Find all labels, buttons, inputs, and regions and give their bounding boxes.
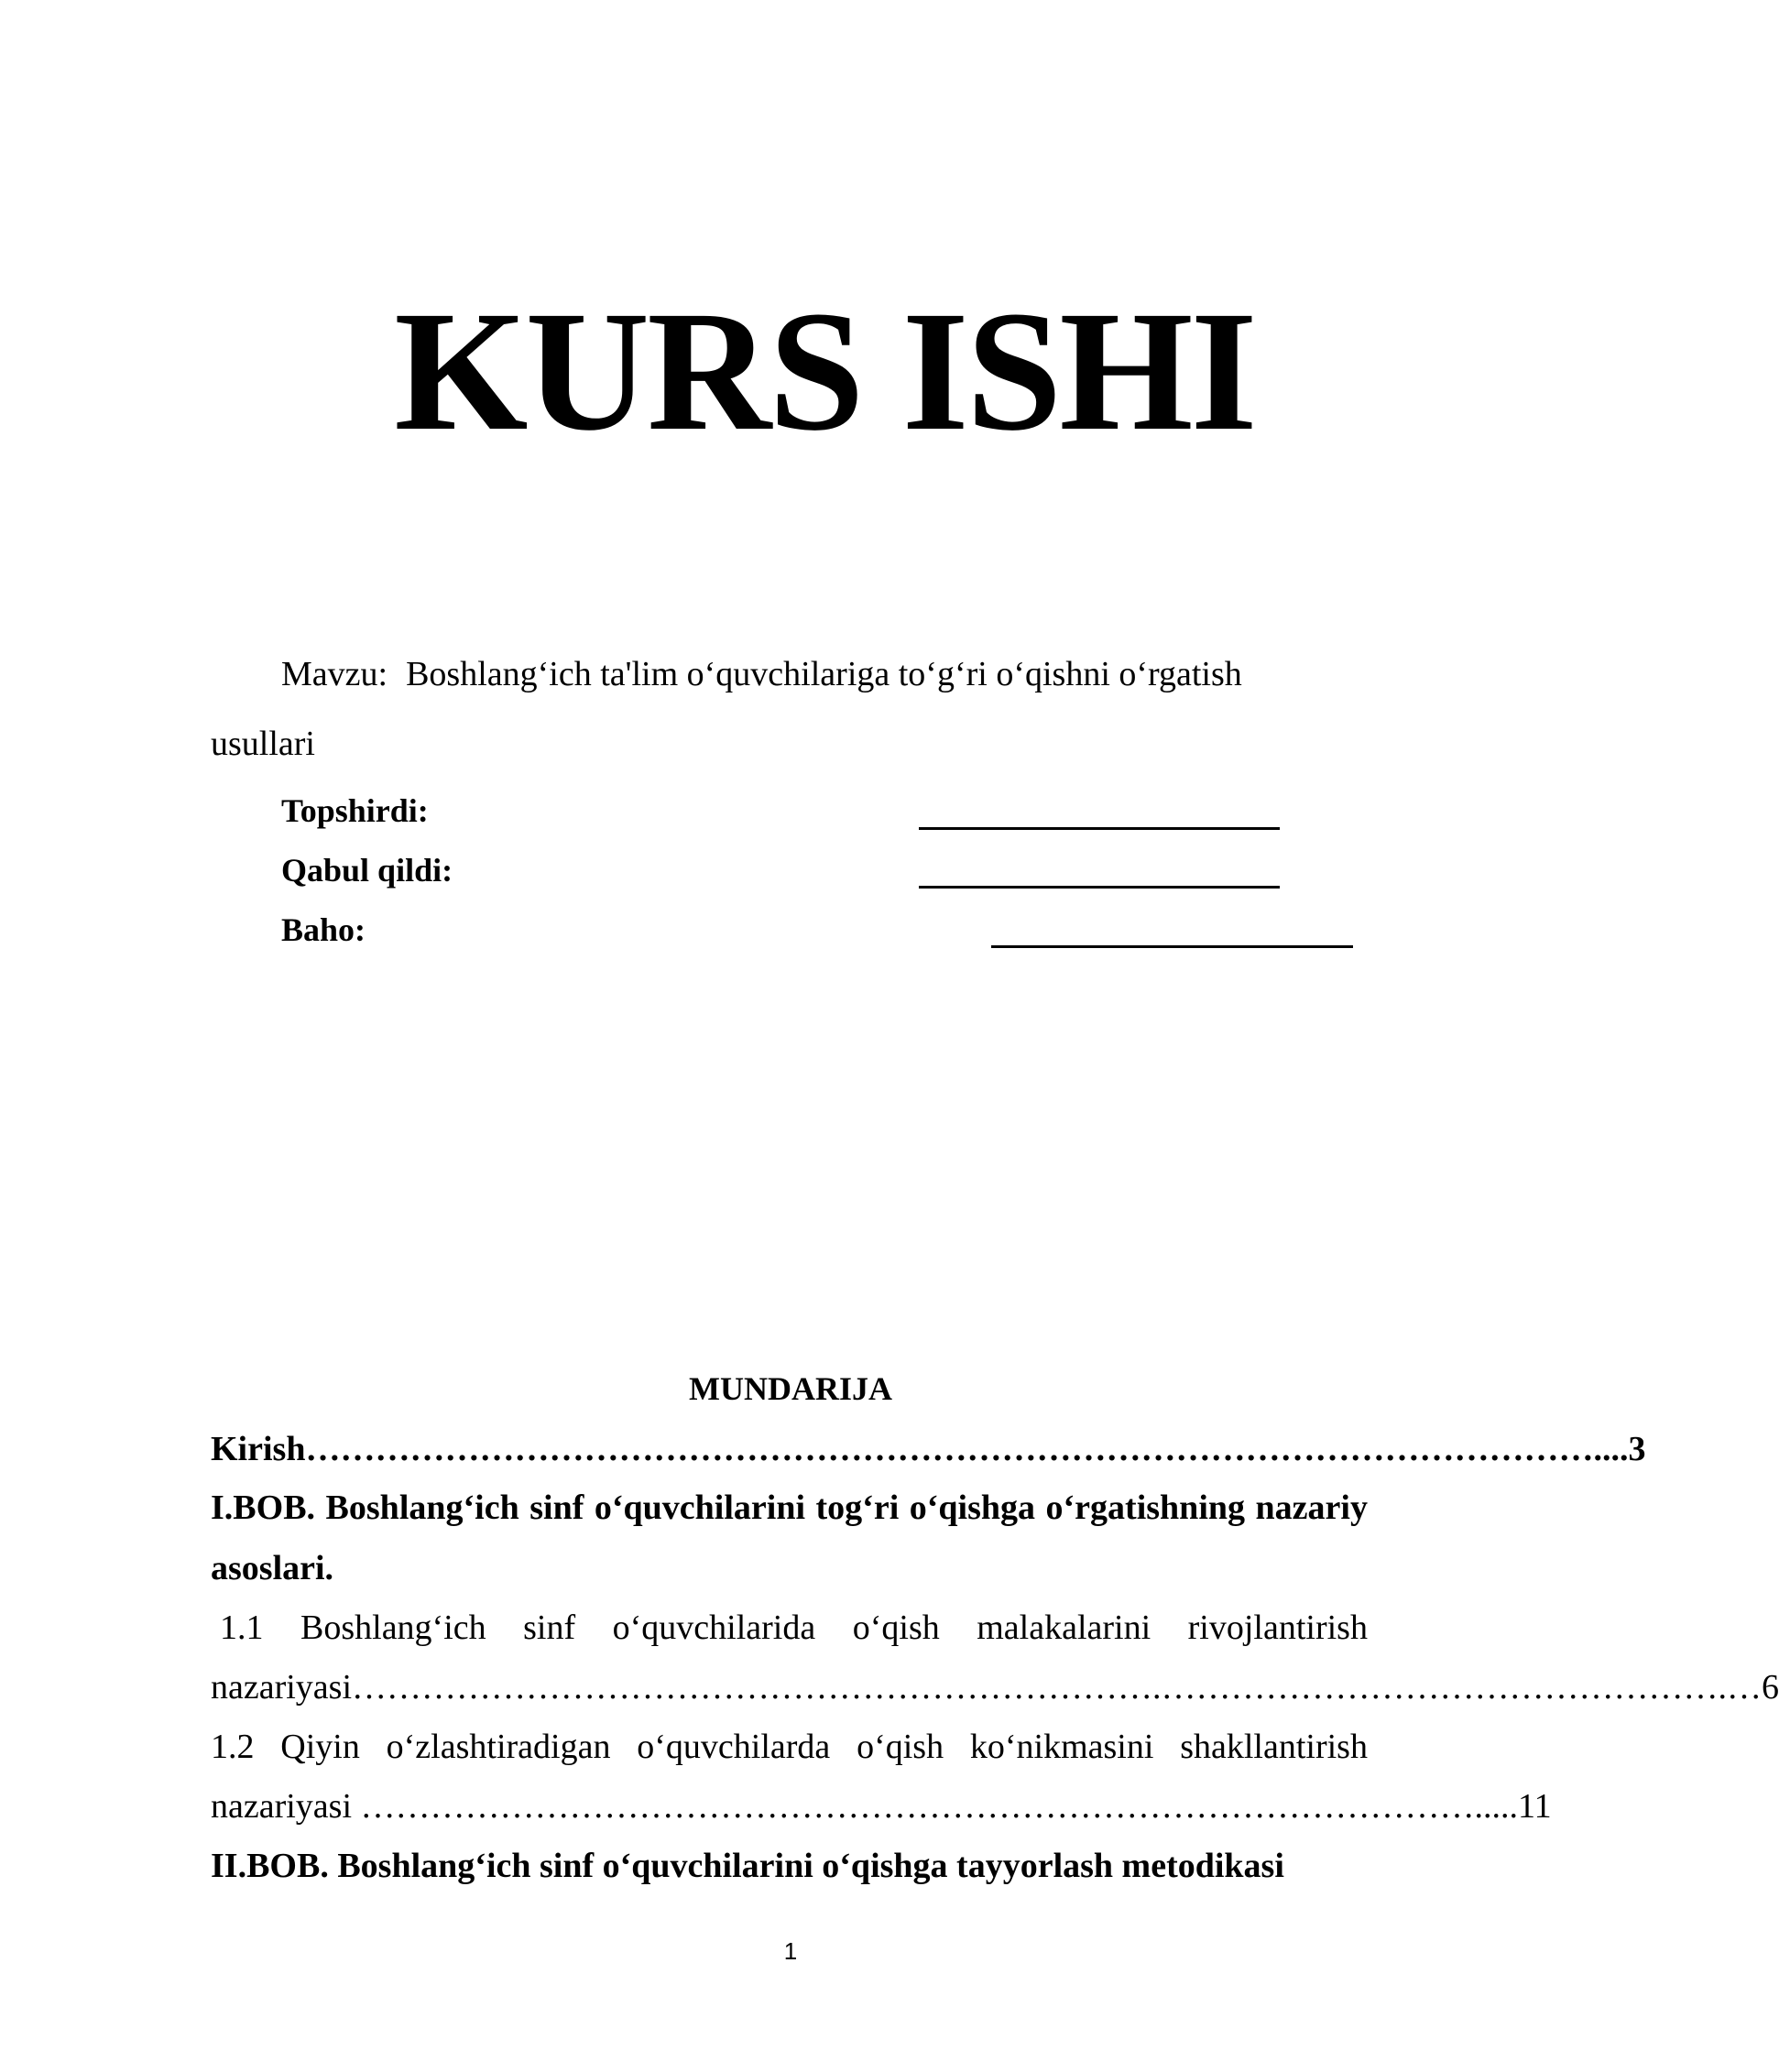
grade-signature-line [991,945,1353,948]
toc-word: o‘qishga [909,1489,1036,1527]
toc-section-1-2-line-1 [211,1725,1368,1769]
toc-entry-intro [211,1427,1646,1471]
toc-word: o‘zlashtiradigan [386,1728,611,1766]
toc-section-1-1-line-1 [220,1606,1368,1650]
toc-chapter-1-line-1 [211,1486,1368,1530]
toc-heading [0,1368,1466,1410]
toc-section-1-1-line-2 [211,1665,1779,1709]
page-number [0,1936,1466,1966]
toc-word: o‘rgatishning [1045,1489,1246,1527]
toc-section-1-2-dots: …………………………………………………………………………………….. [360,1787,1492,1826]
document-title-text: KURS ISHI [394,275,1255,466]
toc-section-1-1-page: 6 [1762,1668,1779,1707]
toc-word: o‘quvchilarida [612,1609,816,1647]
submitted-signature-line [919,827,1280,830]
toc-word: o‘qish [852,1609,940,1647]
toc-word: tog‘ri [815,1489,900,1527]
toc-dots: ……………………………………………………………. [352,1668,1162,1707]
toc-word: ko‘nikmasini [969,1728,1154,1766]
toc-word: Qiyin [280,1728,360,1766]
toc-section-1-2-page: ...11 [1491,1787,1552,1826]
toc-word: Boshlang‘ich [300,1609,486,1647]
toc-word: 1.2 [211,1728,255,1766]
toc-section-1-1-dots [352,1665,1762,1709]
toc-word: o‘qish [857,1728,944,1766]
topic-line-2: usullari [211,725,315,763]
toc-word: rivojlantirish [1187,1609,1368,1647]
toc-word: o‘quvchilarini [594,1489,806,1527]
toc-chapter-2: II.BOB. Boshlang‘ich sinf o‘quvchilarini o‘qishga tayyorlash metodikasi [211,1847,1284,1885]
topic-label: Mavzu: [281,655,388,693]
toc-word: Boshlang‘ich [325,1489,519,1527]
toc-word: malakalarini [977,1609,1151,1647]
toc-word: o‘quvchilarda [637,1728,831,1766]
toc-word: 1.1 [220,1609,264,1647]
toc-chapter-1-line-2: asoslari. [211,1549,334,1587]
toc-dots: ………………………………………….… [1161,1668,1763,1707]
topic-text-line-1: Boshlang‘ich ta'lim o‘quvchilariga to‘g‘ri o‘qishni o‘rgatish [406,655,1242,693]
toc-word: nazariy [1255,1489,1368,1527]
received-signature-line [919,886,1280,889]
toc-section-1-2-label: nazariyasi [211,1787,361,1826]
toc-section-1-1-label: nazariyasi [211,1668,353,1707]
toc-intro-dots: …………………………………………………………………………………………………. [305,1430,1602,1468]
document-title [0,275,1466,466]
toc-intro-label: Kirish [211,1430,306,1468]
toc-heading-text: MUNDARIJA [689,1370,892,1407]
toc-word: sinf [523,1609,576,1647]
toc-word: shakllantirish [1180,1728,1368,1766]
submitted-label: Topshirdi: [281,792,429,829]
grade-label: Baho: [281,911,366,948]
toc-word: I.BOB. [211,1489,316,1527]
toc-intro-page: ...3 [1601,1430,1646,1468]
page-number-text: 1 [783,1937,798,1965]
received-label: Qabul qildi: [281,852,453,889]
toc-section-1-2-line-2 [211,1784,1552,1828]
toc-word: sinf [529,1489,584,1527]
topic-line-1 [281,652,1242,696]
